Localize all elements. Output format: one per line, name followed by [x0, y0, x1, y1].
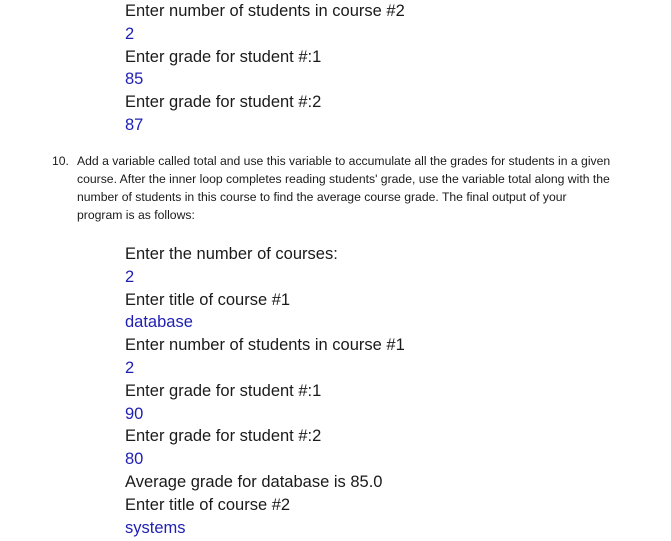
output-input-line: database: [125, 313, 193, 332]
output-prompt-line: Enter grade for student #:2: [125, 93, 322, 112]
step-text: Add a variable called total and use this variable to accumulate all the grades for students in a given course. After the inner loop completes reading students' grade, use the variable total along with the number of students in this course to find the average course grade. The final output of your program is as follows:: [77, 154, 611, 222]
output-prompt-line: Enter number of students in course #1: [125, 336, 405, 355]
output-input-line: 2: [125, 24, 135, 43]
step-number: 10.: [52, 154, 69, 168]
output-prompt-line: Enter grade for student #:1: [125, 47, 322, 66]
output-prompt-line: Enter number of students in course #2: [125, 2, 405, 20]
output-input-line: 80: [125, 450, 144, 469]
output-input-line: 85: [125, 70, 144, 89]
output-prompt-line: Enter title of course #2: [125, 495, 291, 514]
output-input-line: 87: [125, 115, 144, 134]
output-prompt-line: Enter grade for student #:1: [125, 381, 322, 400]
output-prompt-line: Enter grade for student #:2: [125, 427, 322, 446]
output-input-line: 2: [125, 358, 135, 377]
output-prompt-line: Enter title of course #1: [125, 290, 291, 309]
sample-output-bottom: [125, 243, 405, 539]
instruction-step-10: [52, 152, 612, 224]
sample-output-top: [125, 0, 405, 137]
output-input-line: 2: [125, 267, 135, 286]
output-prompt-line: Average grade for database is 85.0: [125, 472, 383, 491]
output-input-line: systems: [125, 518, 186, 537]
output-input-line: 90: [125, 404, 144, 423]
output-prompt-line: Enter the number of courses:: [125, 245, 338, 263]
